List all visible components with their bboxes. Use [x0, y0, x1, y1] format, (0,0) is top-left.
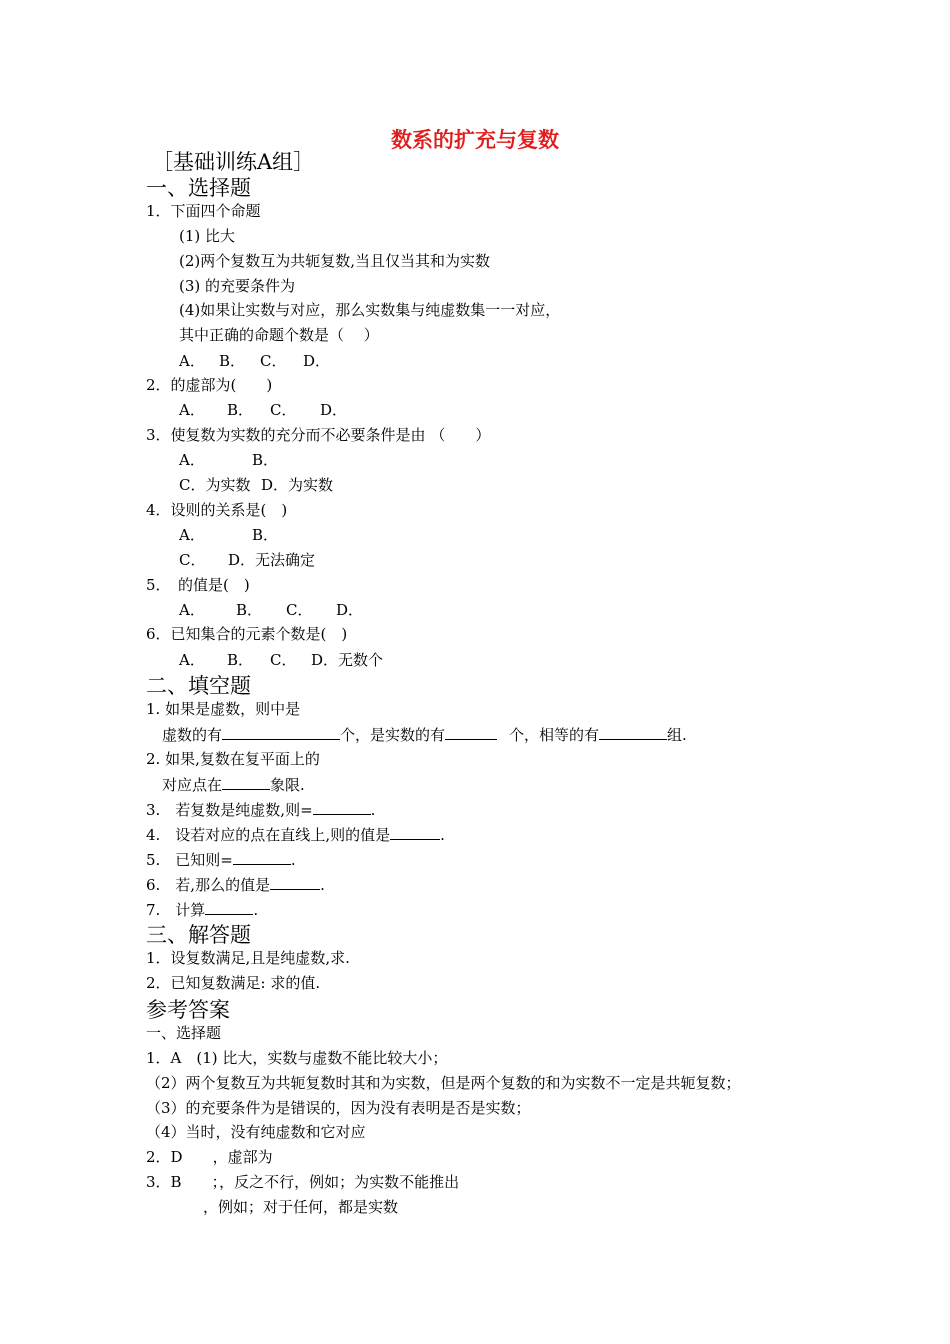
q1-option-b: B． [219, 352, 246, 370]
q1-option-d: D． [303, 352, 331, 370]
ref-answer-7: ，例如；对于任何，都是实数 [203, 1198, 399, 1216]
q1-statement-2: (2)两个复数互为共轭复数,当且仅当其和为实数 [179, 252, 491, 270]
fill-5-blank [233, 849, 291, 865]
q1-option-c: C． [260, 352, 287, 370]
ref-answer-6: 3．B ；，反之不行，例如；为实数不能推出 [146, 1173, 460, 1191]
fill-6-blank [270, 874, 320, 890]
q2-option-a: A． [179, 401, 205, 419]
fill-6-text: 6. 若,那么的值是 [146, 876, 271, 894]
fill-7-blank [205, 899, 253, 915]
q1-statement-1: (1) 比大 [179, 227, 236, 245]
fill-2-stem: 2. 如果,复数在复平面上的 [146, 750, 320, 768]
fill-4-blank [390, 824, 440, 840]
fill-3-blank [313, 799, 371, 815]
q5-option-d: D． [336, 601, 364, 619]
q4-option-d: D．无法确定 [228, 551, 316, 569]
q6-stem: 6．已知集合的元素个数是( ) [146, 625, 348, 643]
page-title: 数系的扩充与复数 [391, 128, 559, 152]
fill-1-part-4: 组. [667, 726, 687, 744]
q3-option-c: C．为实数 [179, 476, 251, 494]
q6-option-d: D．无数个 [311, 651, 384, 669]
fill-5-text: 5. 已知则= [146, 851, 233, 869]
q5-option-b: B． [236, 601, 263, 619]
fill-7-text: 7. 计算 [146, 901, 206, 919]
ref-answer-4: （4）当时，没有纯虚数和它对应 [146, 1123, 366, 1141]
fill-7 [146, 899, 258, 920]
q2-option-c: C． [270, 401, 297, 419]
q6-option-a: A． [179, 651, 205, 669]
fill-2-blank [222, 774, 270, 790]
fill-1-answer-line [162, 724, 687, 745]
fill-3-text: 3. 若复数是纯虚数,则= [146, 801, 313, 819]
q3-option-b: B． [252, 451, 279, 469]
section-answer: 三、解答题 [146, 923, 251, 947]
fill-2-part-1: 对应点在 [162, 776, 223, 794]
solve-1: 1．设复数满足,且是纯虚数,求. [146, 949, 350, 967]
q4-option-a: A． [179, 526, 205, 544]
group-label: ［基础训练A组］ [152, 150, 315, 174]
fill-3-dot: . [370, 801, 376, 819]
q1-statement-3: (3) 的充要条件为 [179, 277, 296, 295]
fill-2-answer-line [162, 774, 305, 795]
fill-1-blank-1 [222, 724, 340, 740]
ref-answer-3: （3）的充要条件为是错误的，因为没有表明是否是实数； [146, 1099, 531, 1117]
q2-stem: 2．的虚部为( ) [146, 376, 273, 394]
fill-6 [146, 874, 325, 895]
fill-5 [146, 849, 296, 870]
q2-option-b: B． [227, 401, 254, 419]
section-reference: 参考答案 [146, 998, 230, 1022]
fill-7-dot: . [253, 901, 259, 919]
ref-answer-2: （2）两个复数互为共轭复数时其和为实数，但是两个复数的和为实数不一定是共轭复数； [146, 1074, 741, 1092]
q1-statement-4: (4)如果让实数与对应，那么实数集与纯虚数集一一对应， [179, 301, 561, 319]
q6-option-b: B． [227, 651, 254, 669]
q5-stem: 5． 的值是( ) [146, 576, 250, 594]
q5-option-a: A． [179, 601, 205, 619]
fill-1-stem: 1. 如果是虚数，则中是 [146, 700, 301, 718]
fill-6-dot: . [320, 876, 325, 894]
q4-option-c: C． [179, 551, 206, 569]
q3-option-a: A． [179, 451, 205, 469]
fill-3 [146, 799, 375, 820]
q4-stem: 4．设则的关系是( ) [146, 501, 288, 519]
section-fill: 二、填空题 [146, 674, 251, 698]
fill-4-dot: . [440, 826, 445, 844]
fill-1-part-3: 个，相等的有 [509, 726, 600, 744]
ref-answer-5: 2．D ，虚部为 [146, 1148, 273, 1166]
solve-2: 2．已知复数满足: 求的值. [146, 974, 321, 992]
q2-option-d: D． [320, 401, 348, 419]
q5-option-c: C． [286, 601, 313, 619]
q6-option-c: C． [270, 651, 297, 669]
fill-5-dot: . [290, 851, 296, 869]
q3-option-d: D．为实数 [261, 476, 334, 494]
fill-4 [146, 824, 445, 845]
fill-4-text: 4. 设若对应的点在直线上,则的值是 [146, 826, 391, 844]
q1-option-a: A． [179, 352, 205, 370]
ref-answer-1: 1．A (1) 比大，实数与虚数不能比较大小； [146, 1049, 448, 1067]
ref-subheading: 一、选择题 [146, 1024, 222, 1042]
q1-stem: 1．下面四个命题 [146, 202, 261, 220]
q3-stem: 3．使复数为实数的充分而不必要条件是由 （ ） [146, 426, 491, 444]
section-choice: 一、选择题 [146, 176, 251, 200]
fill-1-blank-3 [599, 724, 667, 740]
fill-1-part-2: 个，是实数的有 [340, 726, 446, 744]
fill-1-part-1: 虚数的有 [162, 726, 223, 744]
q4-option-b: B． [252, 526, 279, 544]
fill-2-part-2: 象限. [270, 776, 305, 794]
q1-ask: 其中正确的命题个数是（ ） [179, 326, 379, 344]
fill-1-blank-2 [445, 724, 497, 740]
